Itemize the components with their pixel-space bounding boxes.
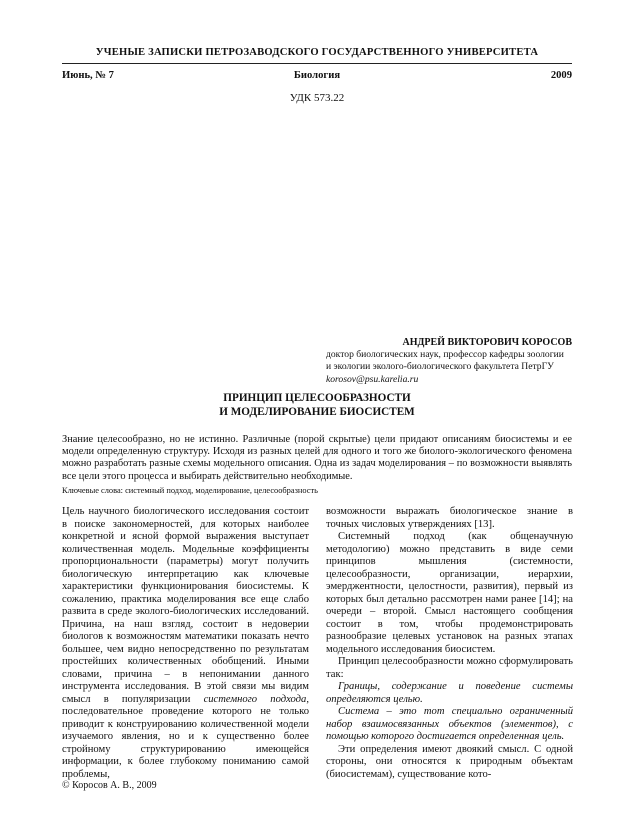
paragraph: возможности выражать биологическое знание в точных числовых утверждениях [13].: [326, 506, 573, 530]
udk-code: УДК 573.22: [289, 92, 345, 104]
header-rule: [62, 63, 572, 64]
abstract: Знание целесообразно, но не истинно. Различные (порой скрытые) цели придают описаниям биосистемы и ее модели определенную структуру. Исходя из разных целей для одного и того же биолого-экологического феномена можно разработать разные схемы модельного описания. Одна из задач моделирования – по возможности выявлять все цели этого процесса и выбирать действительно необходимые.: [62, 434, 572, 482]
paragraph: Принцип целесообразности можно сформулировать так:: [326, 656, 573, 680]
title-line-1: ПРИНЦИП ЦЕЛЕСООБРАЗНОСТИ: [223, 392, 411, 404]
title-line-2: И МОДЕЛИРОВАНИЕ БИОСИСТЕМ: [219, 406, 415, 418]
emphasis: системного подхода: [203, 693, 307, 705]
author-name: АНДРЕЙ ВИКТОРОВИЧ КОРОСОВ: [402, 337, 572, 348]
keywords: Ключевые слова: системный подход, моделирование, целесообразность: [62, 486, 318, 495]
paragraph: Эти определения имеют двоякий смысл. С одной стороны, они относятся к природным объектам (биосистемам), существование кото-: [326, 743, 573, 780]
text-run: , последовательное проведение которого не только приводит к конструированию количественной модели изучаемого явления, но и к существенно более стройному структурированию имеющейся информации, к более глубокому пониманию самой проблемы,: [62, 693, 309, 780]
journal-title: УЧЕНЫЕ ЗАПИСКИ ПЕТРОЗАВОДСКОГО ГОСУДАРСТВЕННОГО УНИВЕРСИТЕТА: [95, 47, 539, 58]
issue-number: Июнь, № 7: [62, 70, 114, 81]
author-position-line-2: и экологии эколого-биологического факультета ПетрГУ: [326, 361, 554, 373]
system-definition: Система – это тот специально ограниченный набор взаимосвязанных объектов (элементов), с помощью которого достигается определенная цель.: [326, 706, 573, 742]
body-column-left: [62, 506, 309, 781]
body-column-right: [326, 506, 573, 781]
author-affiliation: [326, 349, 576, 386]
author-position-line-1: доктор биологических наук, профессор кафедры зоологии: [326, 349, 564, 360]
issue-year: 2009: [550, 70, 572, 81]
author-email[interactable]: korosov@psu.karelia.ru: [326, 373, 419, 385]
copyright: © Коросов А. В., 2009: [62, 780, 157, 791]
paragraph: [62, 506, 309, 781]
text-run: Цель научного биологического исследования состоит в поиске закономерностей, для которых наиболее конкретной и ясной формой выражения выступает количественная модель. Модельные коэффициенты пропорциональности (параметры) могут получить биологическую интерпретацию как ключевые характеристики функционирования биосистемы. К сожалению, практика моделирования все еще слабо развита в среде эколого-биологических исследований. Причина, на наш взгляд, состоит в недоверии биологов к возможностям математики показать нечто большее, чем видно непосредственно по результатам простейших количественных обобщений. Иными словами, причина – в непонимании данного инструмента исследования. В этой связи мы видим смысл в популяризации: [62, 506, 309, 705]
paragraph: Системный подход (как общенаучную методологию) можно представить в виде семи принципов мышления (системности, целесообразности, организации, иерархии, эмерджентности, целостности, развития), первый из которых был детально рассмотрен нами ранее [14]; на очереди – второй. Смысл настоящего сообщения состоит в том, чтобы продемонстрировать разнообразие целевых установок на разных этапах модельного исследования биосистем.: [326, 531, 573, 655]
article-title: [62, 391, 572, 419]
section-name: Биология: [293, 70, 341, 81]
principle-statement: Границы, содержание и поведение системы определяются целью.: [326, 681, 573, 705]
